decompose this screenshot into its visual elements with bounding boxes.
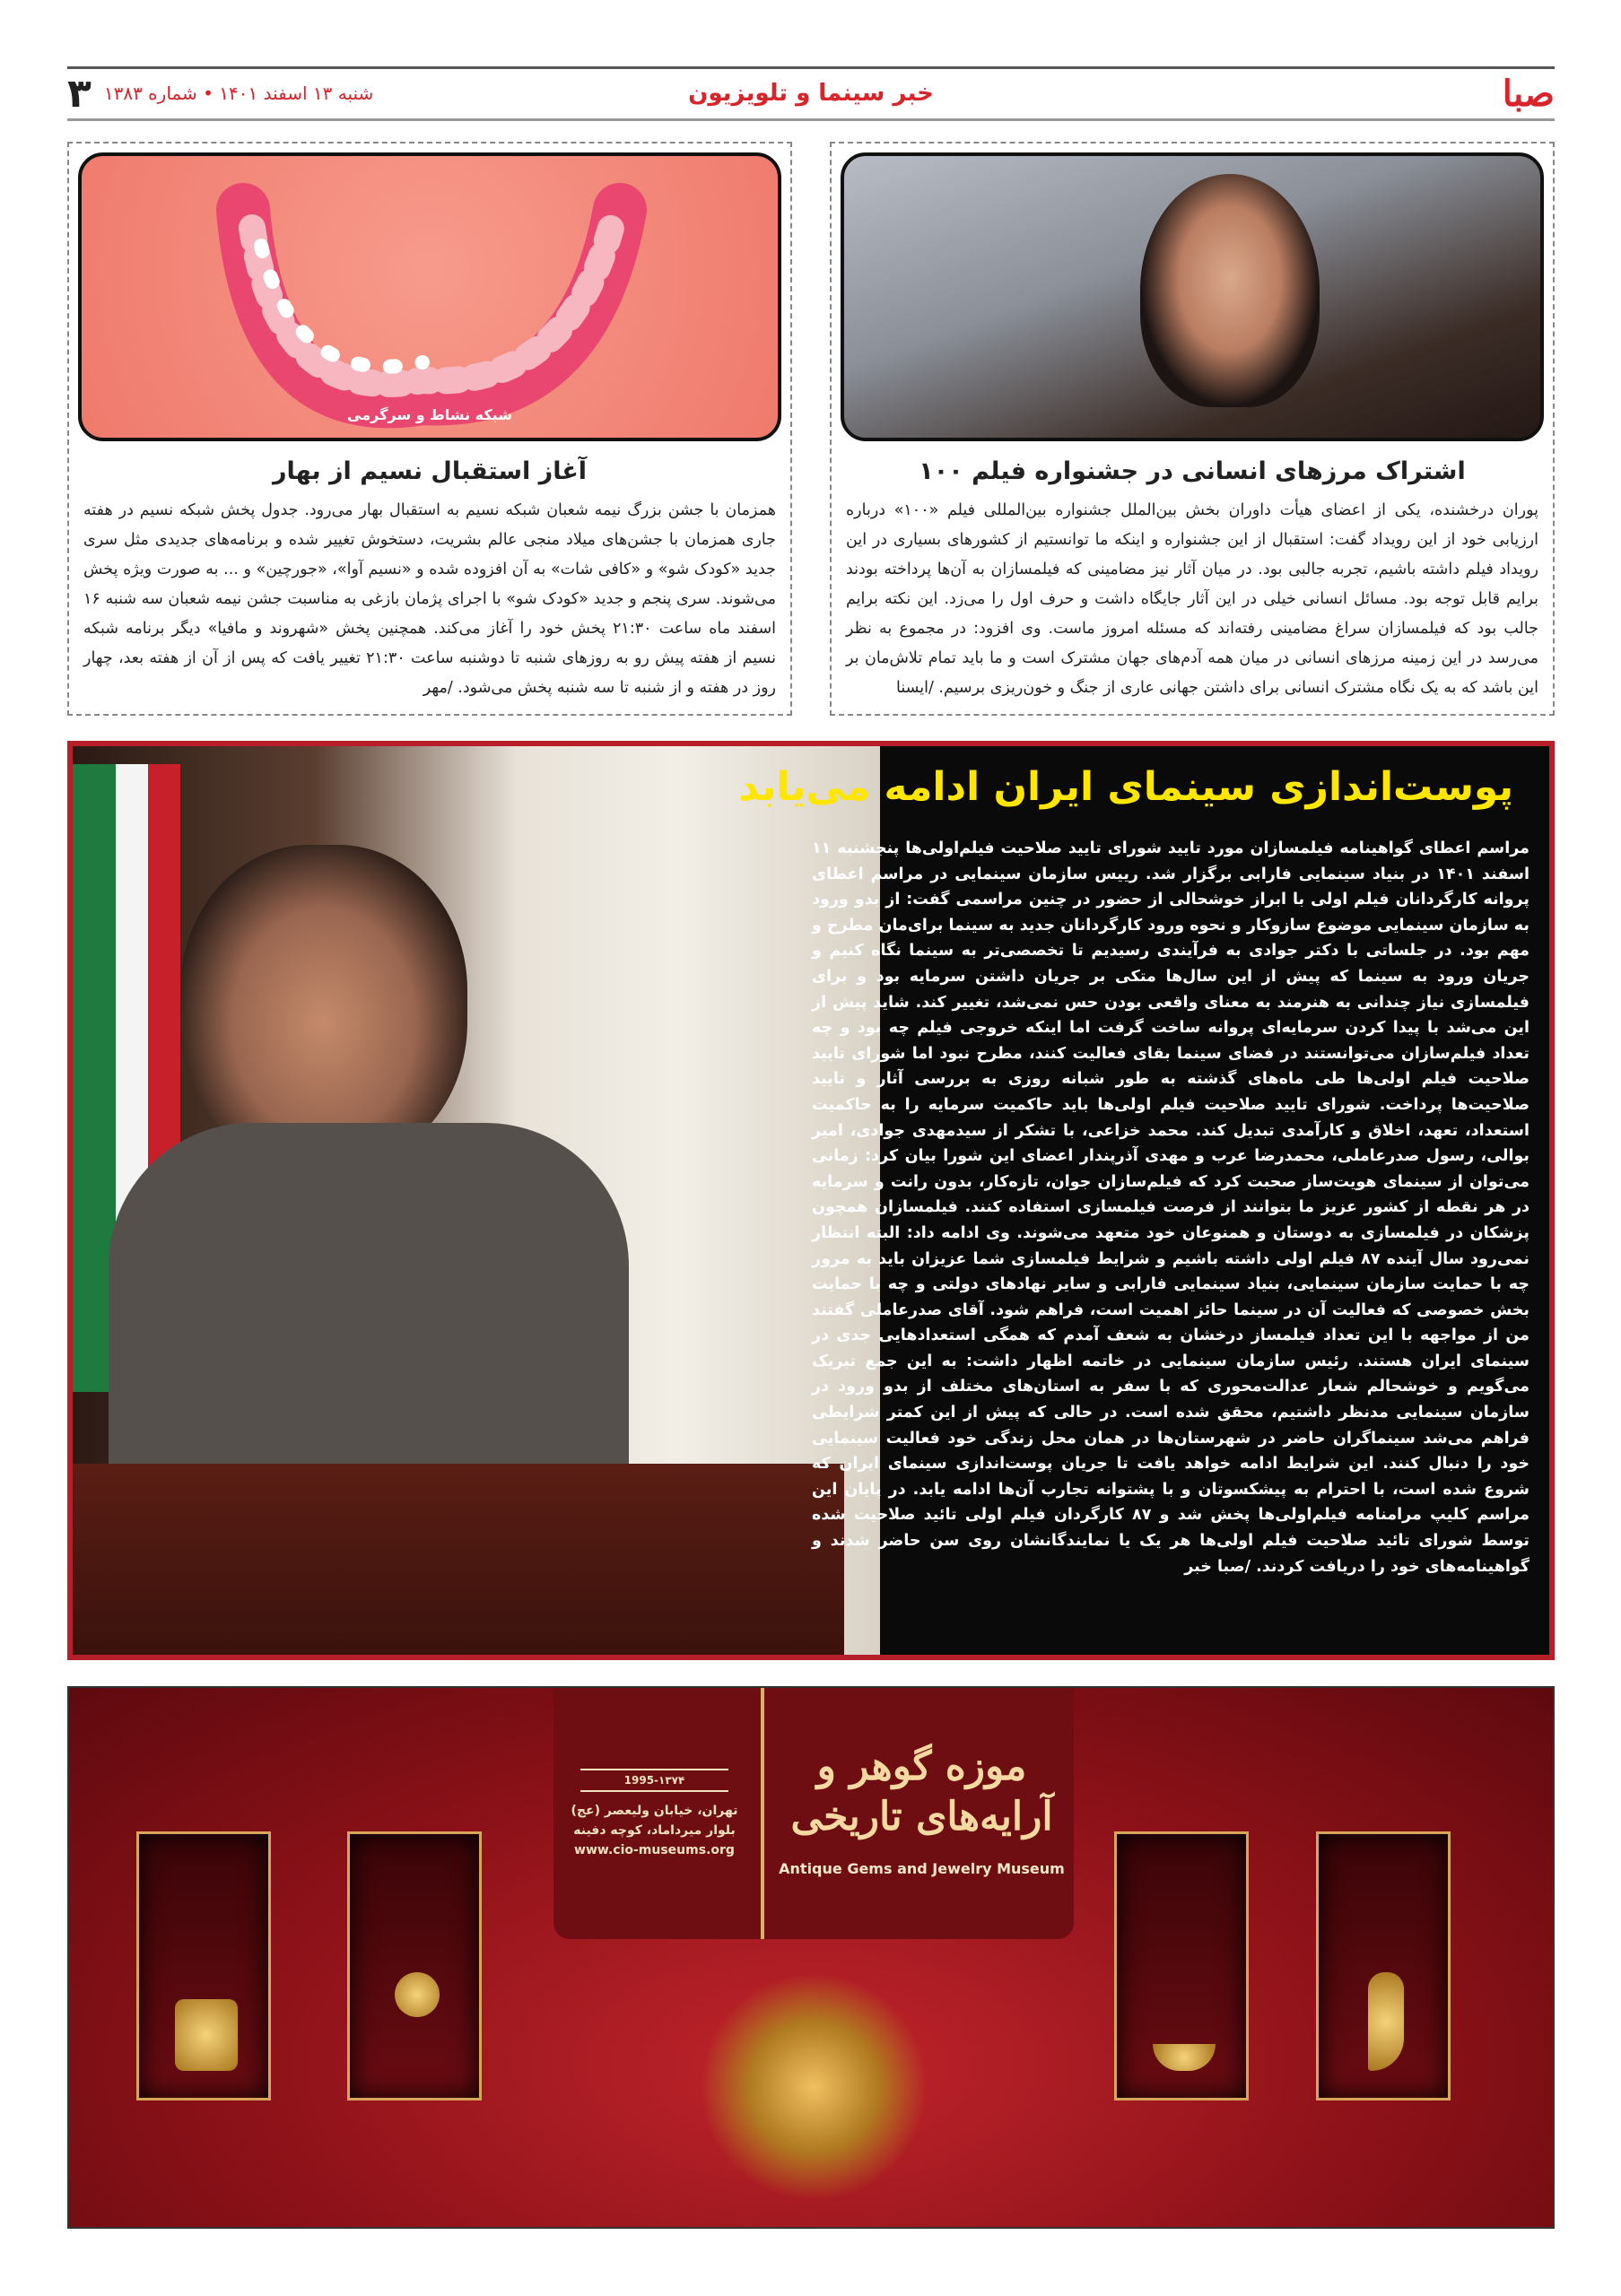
ad-title-english: Antique Gems and Jewelry Museum	[779, 1860, 1065, 1877]
page-header	[67, 70, 1555, 117]
display-case-bowl	[1114, 1831, 1249, 2100]
museum-logo: 1995-۱۳۷۴	[580, 1769, 728, 1792]
feature-article	[67, 741, 1555, 1660]
article-photo	[78, 152, 781, 441]
article-festival	[830, 142, 1555, 716]
article-title: اشتراک مرزهای انسانی در جشنواره فیلم ۱۰۰	[919, 457, 1466, 485]
header-top-rule	[67, 66, 1555, 69]
balloon-garland-icon	[82, 156, 781, 438]
image-caption: شبکه نشاط و سرگرمی	[347, 406, 512, 423]
article-title: آغاز استقبال نسیم از بهار	[272, 457, 588, 485]
ad-website: www.cio-museums.org	[574, 1843, 735, 1857]
display-case-cup	[136, 1831, 271, 2100]
portrait-figure	[1140, 174, 1320, 407]
article-nasim	[67, 142, 792, 716]
feature-body: مراسم اعطای گواهینامه فیلمسازان مورد تایید شورای تایید صلاحیت فیلم‌اولی‌ها پنجشنبه ۱۱ اسفند ۱۴۰۱ در بنیاد سینمایی فارابی برگزار شد. رییس سازمان سینمایی در مراسم اعطای پروانه کارگردانان فیلم اولی با ابراز خوشحالی از حضور در چنین مراسمی گفت: از بدو ورود به سازمان سینمایی موضوع سازوکار و نحوه ورود کارگردانان جدید به سینما برای‌مان مطرح و مهم بود. در جلساتی با دکتر جوادی به فرآیندی رسیدیم تا تخصصی‌تر به سینما نگاه کنیم و جریان ورود به سینما که پیش از این سال‌ها متکی بر جریان داشتن سرمایه بود و برای فیلمسازی نیاز چندانی به هنرمند به معنای واقعی بودن حس نمی‌شد، تغییر کند. شاید پیش از این می‌شد با پیدا کردن سرمایه‌ای پروانه ساخت گرفت اما اینکه خروجی فیلم چه بود و چه تعداد فیلم‌سازان می‌توانستند در فضای سینما بقای فعالیت کنند، مطرح نبود اما شورای تایید صلاحیت فیلم اولی‌ها طی ماه‌های گذشته به طور شبانه روزی به بررسی آثار و تایید صلاحیت‌ها پرداخت. شورای تایید صلاحیت فیلم اولی‌ها باید حاکمیت سرمایه را به حاکمیت استعداد، تعهد، اخلاق و کارآمدی تبدیل کند. محمد خزاعی، با تشکر از سیدمهدی جوادی، امیر بوالی، رسول صدرعاملی، محمدرضا عرب و مهدی آذرپندار اعضای این شورا بیان کرد: زمانی می‌توان از سینمای هویت‌ساز صحبت کرد که فیلم‌سازان جوان، تازه‌کار، بدون رانت و سرمایه در هر نقطه از کشور عزیز ما بتوانند از فرصت فیلمسازی استفاده کنند. فیلمسازان همچون پزشکان در فیلمسازی به دوستان و همنوعان خود متعهد می‌شوند. وی ادامه داد: البته انتظار نمی‌رود سال آینده ۸۷ فیلم اولی داشته باشیم و شرایط فیلمسازی شما عزیزان باید به مرور چه با حمایت سازمان سینمایی، بنیاد سینمایی فارابی و سایر نهادهای دولتی و چه با حمایت بخش خصوصی که فعالیت آن در سینما حائز اهمیت است، فراهم شود. آقای صدرعاملی گفتند من از مواجهه با این تعداد فیلمساز درخشان به شعف آمدم که همگی استعدادهایی جدی در سینمای ایران هستند. رئیس سازمان سینمایی در خاتمه اظهار داشت: به این جمع تبریک می‌گویم و خوشحالم شعار عدالت‌محوری که با سفر به استان‌های مختلف از بدو ورود در سازمان سینمایی مدنظر داشتیم، محقق شده است. در حالی که پیش از این کمتر شرایطی فراهم می‌شد سینماگران حاضر در شهرستان‌ها در همان محل زندگی خود فعالیت سینمایی خود را دنبال کنند. این شرایط ادامه خواهد یافت تا جریان پوست‌اندازی سینمای ایران که شروع شده است، با احترام به پیشکسوتان و با پشتوانه تجارب آن‌ها ادامه یابد. در پایان این مراسم کلیپ مرامنامه فیلم‌اولی‌ها پخش شد و ۸۷ کارگردان فیلم اولی تائید صلاحیت شده توسط شورای تائید صلاحیت فیلم اولی‌ها هر یک یا نمایندگانشان روی سن حاضر شدند و گواهینامه‌های خود را دریافت کردند. /صبا خبر	[812, 839, 1529, 1576]
header-bottom-rule	[67, 118, 1555, 121]
display-case-necklace	[347, 1831, 482, 2100]
podium	[73, 1464, 844, 1655]
ad-divider	[761, 1688, 764, 1939]
feature-title: پوست‌اندازی سینمای ایران ادامه می‌یابد	[738, 764, 1513, 810]
date-issue: شنبه ۱۳ اسفند ۱۴۰۱ • شماره ۱۳۸۳	[103, 83, 374, 104]
article-body: پوران درخشنده، یکی از اعضای هیأت داوران بخش بین‌الملل جشنواره بین‌المللی فیلم «۱۰۰» درباره ارزیابی خود از این رویداد گفت: استقبال از این جشنواره و اینکه ما توانستیم از کشورهای بسیاری در این رویداد فیلم داشته باشیم، تجربه جالبی بود. در میان آثار نیز مضامینی که فیلمسازان به آن‌ها پرداخته بودند برایم قابل توجه بود. مسائل انسانی خیلی در این آثار جایگاه داشت و حرف اول را می‌زد. این نکته برایم جالب بود که فیلمسازان سراغ مضامینی رفته‌اند که مسئله امروز ماست. وی افزود: در مجموع به نظر می‌رسد در این زمینه مرزهای انسانی در میان همه آدم‌های جهان مشترک است و ما باید تمام تلاش‌مان بر این باشد که به یک نگاه مشترک انسانی برای داشتن جهانی عاری از جنگ و خون‌ریزی برسیم. /ایسنا	[846, 501, 1538, 697]
ad-address-line2: بلوار میرداماد، کوچه دفینه	[573, 1823, 736, 1838]
section-title: خبر سینما و تلویزیون	[688, 80, 934, 107]
ad-title: موزه گوهر و آرایه‌های تاریخی	[790, 1744, 1053, 1839]
ad-address-line1: تهران، خیابان ولیعصر (عج)	[571, 1804, 738, 1818]
museum-advertisement	[67, 1686, 1555, 2229]
page-number: ۳	[67, 70, 92, 117]
speaker-head	[180, 845, 467, 1168]
newspaper-logo: صبا	[1502, 72, 1555, 115]
golden-horse-statue	[697, 1975, 930, 2199]
article-photo	[841, 152, 1544, 441]
feature-photo	[73, 746, 880, 1655]
article-body: همزمان با جشن بزرگ نیمه شعبان شبکه نسیم به استقبال بهار می‌رود. جدول پخش شبکه نسیم در هفته جاری همزمان با جشن‌های میلاد منجی عالم بشریت، دستخوش تغییر شده و برنامه‌های جدیدی مثل سری جدید «کودک شو» و «کافی شات» به آن افزوده شده و «نسیم آوا»، «جورچین» و ... به صورت ویژه پخش می‌شوند. سری پنجم و جدید «کودک شو» با اجرای پژمان بازغی به مناسبت جشن نیمه شعبان سه شنبه ۱۶ اسفند ماه ساعت ۲۱:۳۰ پخش خود را آغاز می‌کند. همچنین پخش «شهروند و مافیا» دیگر برنامه شبکه نسیم از هفته پیش رو به روزهای شنبه تا دوشنبه ساعت ۲۱:۳۰ تغییر یافت که پس از آن از هفته بعد، چهار روز در هفته و از شنبه تا سه شنبه پخش می‌شود. /مهر	[83, 501, 777, 697]
ad-panel	[553, 1688, 1074, 1939]
display-case-dagger	[1316, 1831, 1451, 2100]
